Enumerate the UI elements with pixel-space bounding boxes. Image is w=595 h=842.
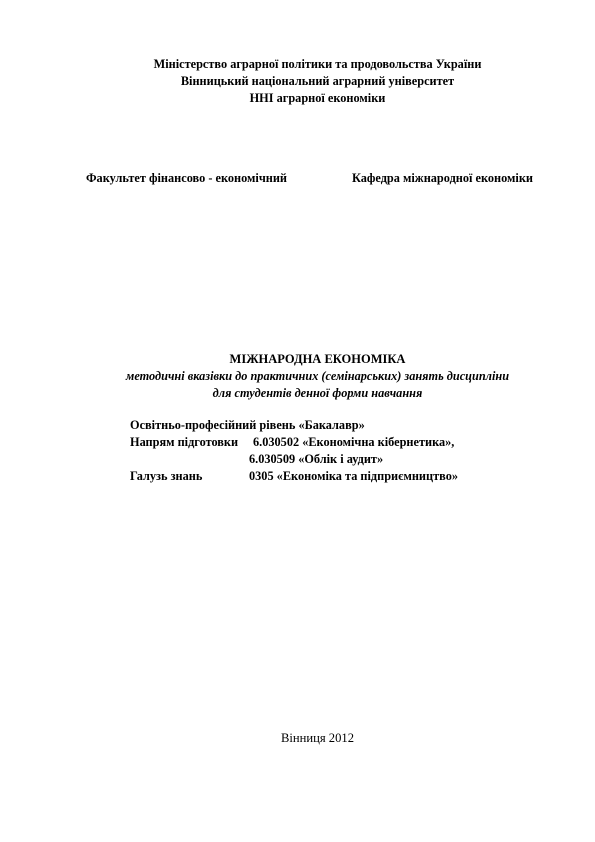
institute-name: ННІ аграрної економіки: [249, 91, 386, 105]
department-name: Кафедра міжнародної економіки: [352, 171, 534, 185]
education-level-label: Освітньо-професійний рівень: [130, 418, 296, 432]
education-level: [130, 418, 365, 432]
education-level-value: «Бакалавр»: [298, 418, 365, 432]
field-value: 0305 «Економіка та підприємництво»: [249, 469, 458, 483]
direction-value-1: 6.030502 «Економічна кібернетика»,: [253, 435, 455, 449]
direction-label: Напрям підготовки: [130, 435, 239, 449]
faculty-name: Факультет фінансово - економічний: [86, 171, 288, 185]
document-subtitle-line-1: методичні вказівки до практичних (семінарських) занять дисципліни: [125, 369, 510, 383]
document-subtitle-line-2: для студентів денної форми навчання: [212, 386, 423, 400]
document-title: МІЖНАРОДНА ЕКОНОМІКА: [229, 352, 406, 366]
field-label: Галузь знань: [130, 469, 203, 483]
university-name: Вінницький національний аграрний університет: [180, 74, 455, 88]
ministry-name: Міністерство аграрної політики та продовольства України: [153, 57, 482, 71]
direction-value-2: 6.030509 «Облік і аудит»: [249, 452, 384, 466]
place-year: Вінниця 2012: [281, 731, 354, 745]
